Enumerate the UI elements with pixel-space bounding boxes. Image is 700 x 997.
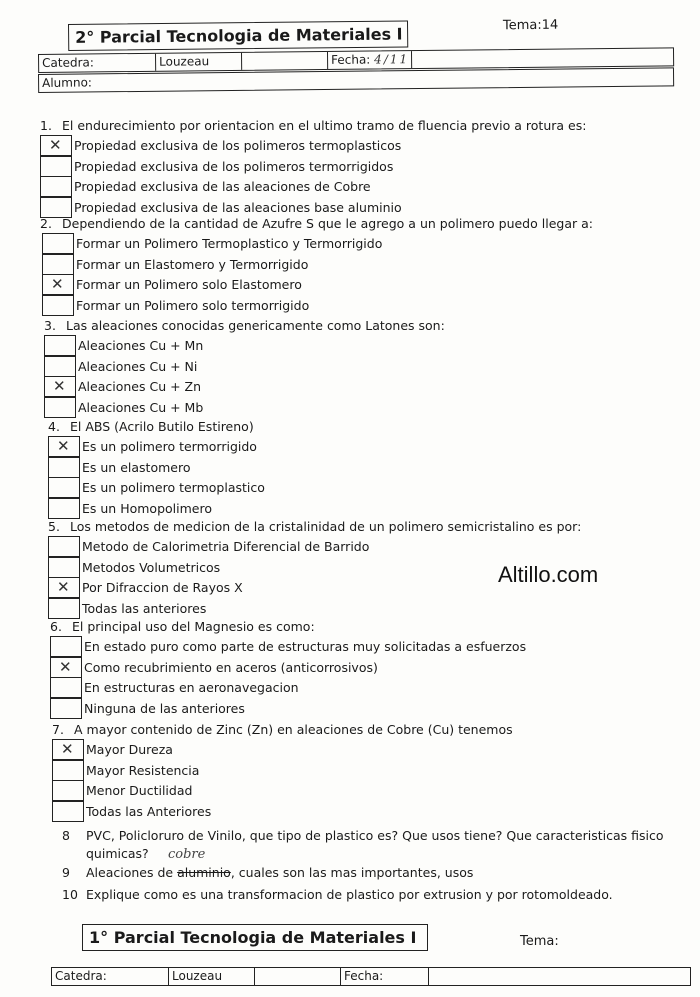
option-label: En estado puro como parte de estructuras muy solicitadas a esfuerzos xyxy=(84,639,527,654)
checkbox[interactable] xyxy=(50,677,82,698)
next-fecha-label: Fecha: xyxy=(341,968,429,985)
checkbox[interactable] xyxy=(52,739,84,760)
checkbox[interactable] xyxy=(42,295,74,316)
fecha-label: Fecha: xyxy=(331,52,371,67)
question-number: 4. xyxy=(48,419,60,434)
question-text: Dependiendo de la cantidad de Azufre S que le agrego a un polimero puedo llegar a: xyxy=(62,216,593,231)
checkbox[interactable] xyxy=(42,274,74,295)
question-number: 5. xyxy=(48,519,60,534)
blank-cell xyxy=(242,52,328,70)
option-label: Aleaciones Cu + Zn xyxy=(78,379,202,395)
option-label: Formar un Polimero Termoplastico y Termorrigido xyxy=(76,236,383,251)
option-label: Todas las Anteriores xyxy=(86,803,212,819)
open-question-number: 10 xyxy=(62,887,78,902)
text-before: Aleaciones de xyxy=(86,865,178,880)
check-x-icon: ✕ xyxy=(53,377,66,396)
checkbox[interactable] xyxy=(48,577,80,598)
option-label: Menor Ductilidad xyxy=(86,783,193,799)
checkbox[interactable] xyxy=(52,780,84,801)
checkbox[interactable] xyxy=(50,698,82,719)
option-label: Como recubrimiento en aceros (anticorrosivos) xyxy=(84,659,378,675)
option-label: Aleaciones Cu + Mb xyxy=(78,399,204,415)
option-label: En estructuras en aeronavegacion xyxy=(84,680,299,696)
check-x-icon: ✕ xyxy=(57,578,70,597)
check-x-icon: ✕ xyxy=(49,136,62,154)
checkbox[interactable] xyxy=(42,254,74,275)
option-label: Metodos Volumetricos xyxy=(82,559,221,575)
tema-label: Tema:14 xyxy=(502,17,559,34)
checkbox[interactable] xyxy=(48,498,80,519)
checkbox[interactable] xyxy=(52,801,84,822)
checkbox[interactable] xyxy=(40,197,72,218)
option-label: Es un polimero termoplastico xyxy=(82,480,265,496)
check-x-icon: ✕ xyxy=(61,740,74,758)
checkbox[interactable] xyxy=(40,156,72,177)
option-label: Todas las anteriores xyxy=(82,600,207,616)
option-label: Es un Homopolimero xyxy=(82,500,212,516)
option-label: Propiedad exclusiva de los polimeros termorrigidos xyxy=(74,158,394,174)
question-number: 1. xyxy=(40,118,52,133)
catedra-label: Catedra: xyxy=(39,54,156,72)
next-tema-label: Tema: xyxy=(520,934,559,949)
checkbox[interactable] xyxy=(48,598,80,619)
open-question-number: 9 xyxy=(62,865,70,880)
checkbox[interactable] xyxy=(50,657,82,678)
question-5 xyxy=(48,519,581,534)
checkbox[interactable] xyxy=(48,436,80,457)
option-label: Propiedad exclusiva de las aleaciones base aluminio xyxy=(74,199,402,215)
question-text: Las aleaciones conocidas genericamente como Latones son: xyxy=(66,318,445,333)
checkbox[interactable] xyxy=(48,457,80,478)
open-question-number: 8 xyxy=(62,828,70,843)
option-label: Mayor Resistencia xyxy=(86,762,200,778)
question-number: 3. xyxy=(44,318,56,333)
question-number: 6. xyxy=(50,619,62,634)
checkbox[interactable] xyxy=(52,760,84,781)
option-label: Metodo de Calorimetria Diferencial de Barrido xyxy=(82,539,370,554)
next-exam-title: 1° Parcial Tecnologia de Materiales I xyxy=(82,924,428,951)
option-label: Ninguna de las anteriores xyxy=(84,700,245,716)
text-after: , cuales son las mas importantes, usos xyxy=(230,865,474,880)
next-catedra-label: Catedra: xyxy=(52,968,169,985)
checkbox[interactable] xyxy=(42,233,74,254)
question-number: 2. xyxy=(40,216,52,231)
option-label: Propiedad exclusiva de las aleaciones de Cobre xyxy=(74,179,371,195)
check-x-icon: ✕ xyxy=(59,657,72,676)
option-label: Es un polimero termorrigido xyxy=(82,439,257,454)
question-text: A mayor contenido de Zinc (Zn) en aleaciones de Cobre (Cu) tenemos xyxy=(74,722,513,737)
checkbox[interactable] xyxy=(40,135,72,156)
checkbox[interactable] xyxy=(40,176,72,197)
blank-cell xyxy=(255,968,341,985)
exam-title: 2° Parcial Tecnologia de Materiales I xyxy=(68,20,408,51)
open-question-text: PVC, Policloruro de Vinilo, que tipo de plastico es? Que usos tiene? Que caracteristicas fisico quimicas? xyxy=(86,828,664,861)
fecha-cell xyxy=(328,51,412,69)
checkbox[interactable] xyxy=(44,335,76,356)
option-label: Formar un Polimero solo Elastomero xyxy=(76,277,302,293)
question-3 xyxy=(44,318,445,333)
question-text: Los metodos de medicion de la cristalinidad de un polimero semicristalino es por: xyxy=(70,519,582,534)
catedra-value: Louzeau xyxy=(156,53,242,71)
question-text: El endurecimiento por orientacion en el ultimo tramo de fluencia previo a rotura es: xyxy=(62,118,587,133)
question-1 xyxy=(40,118,586,133)
question-6 xyxy=(50,619,315,634)
option-label: Por Difraccion de Rayos X xyxy=(82,580,243,596)
option-label: Aleaciones Cu + Mn xyxy=(78,338,204,353)
next-catedra-value: Louzeau xyxy=(169,968,255,985)
checkbox[interactable] xyxy=(48,557,80,578)
checkbox[interactable] xyxy=(48,536,80,557)
handwritten-correction: cobre xyxy=(168,847,206,862)
option-label: Formar un Polimero solo termorrigido xyxy=(76,297,310,313)
option-label: Propiedad exclusiva de los polimeros termoplasticos xyxy=(74,138,402,153)
option-label: Mayor Dureza xyxy=(86,742,173,757)
question-number: 7. xyxy=(52,722,64,737)
checkbox[interactable] xyxy=(44,397,76,418)
question-text: El principal uso del Magnesio es como: xyxy=(72,619,315,634)
checkbox[interactable] xyxy=(50,636,82,657)
check-x-icon: ✕ xyxy=(57,437,70,455)
check-x-icon: ✕ xyxy=(51,275,64,294)
question-2 xyxy=(40,216,593,231)
fecha-value: 4/11 xyxy=(374,52,410,67)
checkbox[interactable] xyxy=(48,477,80,498)
option-label: Formar un Elastomero y Termorrigido xyxy=(76,256,309,272)
checkbox[interactable] xyxy=(44,356,76,377)
checkbox[interactable] xyxy=(44,376,76,397)
option-label: Aleaciones Cu + Ni xyxy=(78,358,198,374)
struck-word: aluminio xyxy=(177,865,231,880)
watermark: Altillo.com xyxy=(498,562,599,587)
next-catedra-row xyxy=(51,967,691,986)
alumno-label: Alumno: xyxy=(42,75,92,90)
option-label: Es un elastomero xyxy=(82,459,191,475)
question-text: El ABS (Acrilo Butilo Estireno) xyxy=(70,419,254,434)
question-4 xyxy=(48,419,254,434)
open-question-text: Explique como es una transformacion de plastico por extrusion y por rotomoldeado. xyxy=(86,887,613,902)
open-question-text xyxy=(86,864,686,882)
question-7 xyxy=(52,722,513,737)
